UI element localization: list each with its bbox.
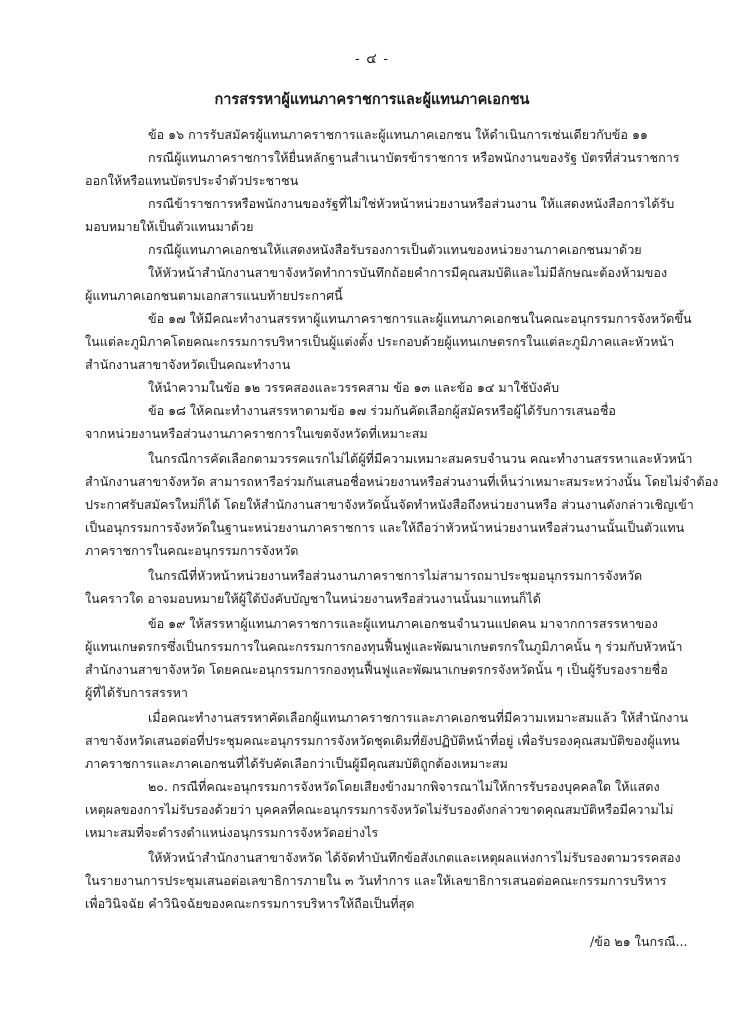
text-line: ผู้แทนภาคเอกชนตามเอกสารแนบท้ายประกาศนี้ xyxy=(85,288,343,303)
text-line: ให้หัวหน้าสำนักงานสาขาจังหวัดทำการบันทึกถ้อยคำการมีคุณสมบัติและไม่มีลักษณะต้องห้ามของ xyxy=(148,265,668,280)
text-line: สำนักงานสาขาจังหวัดเป็นคณะทำงาน xyxy=(85,357,291,372)
text-line: เหมาะสมที่จะดำรงตำแหน่งอนุกรรมการจังหวัดอย่างไร xyxy=(85,825,379,840)
text-line: ภาคราชการและภาคเอกชนที่ได้รับคัดเลือกว่าเป็นผู้มีคุณสมบัติถูกต้องเหมาะสม xyxy=(85,756,508,771)
text-line: สำนักงานสาขาจังหวัด โดยคณะอนุกรรมการกองทุนฟื้นฟูและพัฒนาเกษตรกรจังหวัดนั้น ๆ เป็นผู้รับรองรายชื่อ xyxy=(85,662,668,677)
text-line: ให้หัวหน้าสำนักงานสาขาจังหวัด ได้จัดทำบันทึกข้อสังเกตและเหตุผลแห่งการไม่รับรองตามวรรคสอง xyxy=(148,850,681,865)
text-line: สำนักงานสาขาจังหวัด สามารถหารือร่วมกันเสนอชื่อหน่วยงานหรือส่วนงานที่เห็นว่าเหมาะสมระหว่างนั้น โดยไม่จำต้อง xyxy=(85,474,719,489)
text-line: ออกให้หรือแทนบัตรประจำตัวประชาชน xyxy=(85,173,299,188)
text-line: กรณีข้าราชการหรือพนักงานของรัฐที่ไม่ใช่หัวหน้าหน่วยงานหรือส่วนงาน ให้แสดงหนังสือการได้รับ xyxy=(148,196,675,211)
text-line: มอบหมายให้เป็นตัวแทนมาด้วย xyxy=(85,219,254,234)
continuation-note: /ข้อ ๒๑ ในกรณี... xyxy=(590,934,688,949)
text-line: ข้อ ๑๘ ให้คณะทำงานสรรหาตามข้อ ๑๗ ร่วมกันคัดเลือกผู้สมัครหรือผู้ได้รับการเสนอชื่อ xyxy=(148,403,616,418)
text-line: ผู้ที่ได้รับการสรรหา xyxy=(85,685,189,700)
text-line: ผู้แทนเกษตรกรซึ่งเป็นกรรมการในคณะกรรมการกองทุนฟื้นฟูและพัฒนาเกษตรกรในภูมิภาคนั้น ๆ ร่วมกับหัวหน้า xyxy=(85,639,683,654)
text-line: ในกรณีการคัดเลือกตามวรรคแรกไม่ได้ผู้ที่มีความเหมาะสมครบจำนวน คณะทำงานสรรหาและหัวหน้า xyxy=(148,451,693,466)
text-line: กรณีผู้แทนภาคเอกชนให้แสดงหนังสือรับรองการเป็นตัวแทนของหน่วยงานภาคเอกชนมาด้วย xyxy=(148,242,642,257)
text-line: เพื่อวินิจฉัย คำวินิจฉัยของคณะกรรมการบริหารให้ถือเป็นที่สุด xyxy=(85,896,415,911)
text-line: สาขาจังหวัดเสนอต่อที่ประชุมคณะอนุกรรมการจังหวัดชุดเดิมที่ยังปฏิบัติหน้าที่อยู่ เพื่อรับรองคุณสมบัติของผู้แทน xyxy=(85,733,680,748)
document-title: การสรรหาผู้แทนภาคราชการและผู้แทนภาคเอกชน xyxy=(214,91,530,108)
text-line: ข้อ ๑๖ การรับสมัครผู้แทนภาคราชการและผู้แทนภาคเอกชน ให้ดำเนินการเช่นเดียวกับข้อ ๑๑ xyxy=(148,127,648,142)
text-line: ๒๐. กรณีที่คณะอนุกรรมการจังหวัดโดยเสียงข้างมากพิจารณาไม่ให้การรับรองบุคคลใด ให้แสดง xyxy=(148,779,660,794)
text-line: กรณีผู้แทนภาคราชการให้ยื่นหลักฐานสำเนาบัตรข้าราชการ หรือพนักงานของรัฐ บัตรที่ส่วนราชการ xyxy=(148,150,680,165)
text-line: ในคราวใด อาจมอบหมายให้ผู้ใต้บังคับบัญชาในหน่วยงานหรือส่วนงานนั้นมาแทนก็ได้ xyxy=(85,591,541,606)
text-line: ในรายงานการประชุมเสนอต่อเลขาธิการภายใน ๓ วันทำการ และให้เลขาธิการเสนอต่อคณะกรรมการบริหาร xyxy=(85,873,667,888)
text-line: ให้นำความในข้อ ๑๒ วรรคสองและวรรคสาม ข้อ ๑๓ และข้อ ๑๔ มาใช้บังคับ xyxy=(148,380,560,395)
text-line: เมื่อคณะทำงานสรรหาคัดเลือกผู้แทนภาคราชการและภาคเอกชนที่มีความเหมาะสมแล้ว ให้สำนักงาน xyxy=(148,710,689,725)
text-line: เหตุผลของการไม่รับรองด้วยว่า บุคคลที่คณะอนุกรรมการจังหวัดไม่รับรองดังกล่าวขาดคุณสมบัติหรือมีความไม่ xyxy=(85,802,674,817)
text-line: ในกรณีที่หัวหน้าหน่วยงานหรือส่วนงานภาคราชการไม่สามารถมาประชุมอนุกรรมการจังหวัด xyxy=(148,568,643,583)
text-line: ในแต่ละภูมิภาคโดยคณะกรรมการบริหารเป็นผู้แต่งตั้ง ประกอบด้วยผู้แทนเกษตรกรในแต่ละภูมิภาคและหัวหน้า xyxy=(85,334,675,349)
page-number: - ๔ - xyxy=(355,51,389,67)
text-line: จากหน่วยงานหรือส่วนงานภาคราชการในเขตจังหวัดที่เหมาะสม xyxy=(85,426,428,441)
text-line: ข้อ ๑๗ ให้มีคณะทำงานสรรหาผู้แทนภาคราชการและผู้แทนภาคเอกชนในคณะอนุกรรมการจังหวัดขึ้น xyxy=(148,311,692,326)
text-line: ภาคราชการในคณะอนุกรรมการจังหวัด xyxy=(85,543,299,558)
text-line: ข้อ ๑๙ ให้สรรหาผู้แทนภาคราชการและผู้แทนภาคเอกชนจำนวนแปดคน มาจากการสรรหาของ xyxy=(148,616,658,631)
text-line: ประกาศรับสมัครใหม่ก็ได้ โดยให้สำนักงานสาขาจังหวัดนั้นจัดทำหนังสือถึงหน่วยงานหรือ ส่วนงานดังกล่าวเชิญเข้า xyxy=(85,497,694,512)
text-line: เป็นอนุกรรมการจังหวัดในฐานะหน่วยงานภาคราชการ และให้ถือว่าหัวหน้าหน่วยงานหรือส่วนงานนั้นเป็นตัวแทน xyxy=(85,520,685,535)
